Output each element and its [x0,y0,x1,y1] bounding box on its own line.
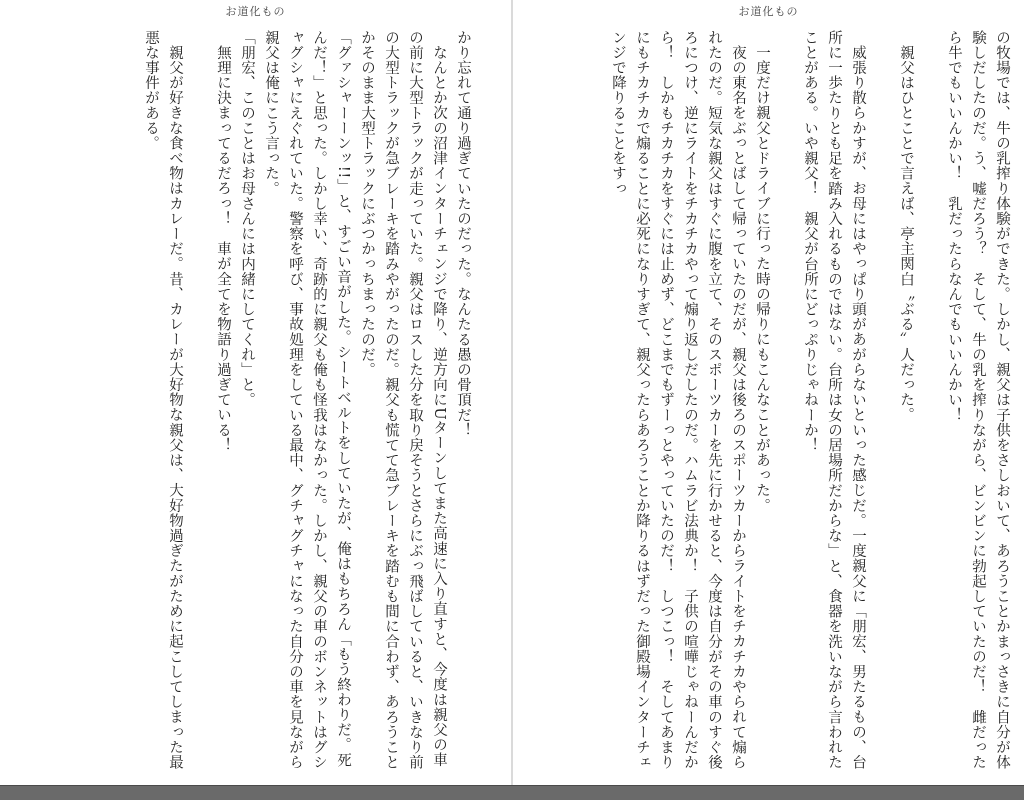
paragraph: 「朋宏、このことはお母さんには内緒にしてくれ」と。 [239,30,255,408]
paragraph: 「グァシャーーンッ!!」と、すごい音がした。シートベルトをしていたが、俺はもちろん「もう終わりだ。死んだ！」と思った。しかし幸い、奇跡的に親父も俺も怪我はなかった。しかし、親父の車のボンネットはグシャグシャにえぐれていた。警察を呼び、事故処理をしている最中、グチャグチャになった自分の車を見ながら親父は俺にこう言った。 [263,30,351,770]
paragraph: 夜の東名をぶっとばして帰っていたのだが、親父は後ろのスポーツカーからライトをチカチカやられて煽られたのだ。短気な親父はすぐに腹を立て、そのスポーツカーを先に行かせると、今度は自分がその車のすぐ後ろにつけ、逆にライトをチカチカやって煽り返しだしたのだ。ハムラビ法典か！ 子供の喧嘩じゃねーんだから！ しかもチカチカをすぐには止めず、どこまでもずーっとやっていたのだ！ しつこっ！ そしてあまりにもチカチカで煽ることに必死になりすぎて、親父ったらあろうことか降りるはずだった御殿場インターチェンジで降りることをすっ [610,30,746,770]
paragraph: 威張り散らかすが、お母にはやっぱり頭があがらないといった感じだ。一度親父に「朋宏、男たるもの、台所に一歩たりとも足を踏み入れるものではない。台所は女の居場所だからな」と、食器を洗いながら言われたことがある。いや親父！ 親父が台所にどっぷりじゃねーか！ [802,30,866,770]
paragraph: 親父が好きな食べ物はカレーだ。昔、カレーが大好物な親父は、大好物過ぎたがために起こしてしまった最悪な事件がある。 [143,30,183,770]
paragraph: 親父はひとことで言えば、亭主関白〝ぶる〟人だった。 [898,44,914,422]
right-page [513,0,1024,786]
paragraph-break [774,30,798,774]
left-page-text [5,30,475,774]
paragraph-break [870,30,894,774]
paragraph-break [918,30,942,774]
left-page [0,0,511,786]
paragraph: なんとか次の沼津インターチェンジで降り、逆方向にUターンしてまた高速に入り直すと、今度は親父の車の前に大型トラックが走っていた。親父はロスした分を取り戻そうとさらにぶっ飛ばしていると、いきなり前の大型トラックが急ブレーキを踏みやがったのだ。親父も慌てて急ブレーキを踏むも間に合わず、あろうことかそのまま大型トラックにぶつかっちまったのだ。 [359,30,447,770]
paragraph: かり忘れて通り過ぎていたのだった。なんたる愚の骨頂だ！ [455,30,471,438]
running-head-right: お道化もの [738,5,799,18]
running-head-left: お道化もの [225,5,286,18]
paragraph: 無理に決まってるだろっ！ 車が全てを物語り過ぎている！ [215,44,231,453]
paragraph: 一度だけ親父とドライブに行った時の帰りにもこんなことがあった。 [754,44,770,513]
viewer-bottom-bar [0,785,1024,800]
paragraph-break [187,30,211,774]
paragraph: の牧場では、牛の乳搾り体験ができた。しかし、親父は子供をさしおいて、あろうことかまっさきに自分が体験しだしたのだ。う、嘘だろう？ そして、牛の乳を搾りながら、ビンビンに勃起していたのだ！ 雌だったら牛でもいいんかい！ 乳だったらなんでもいいんかい！ [946,30,1010,770]
right-page-text [518,30,1014,774]
